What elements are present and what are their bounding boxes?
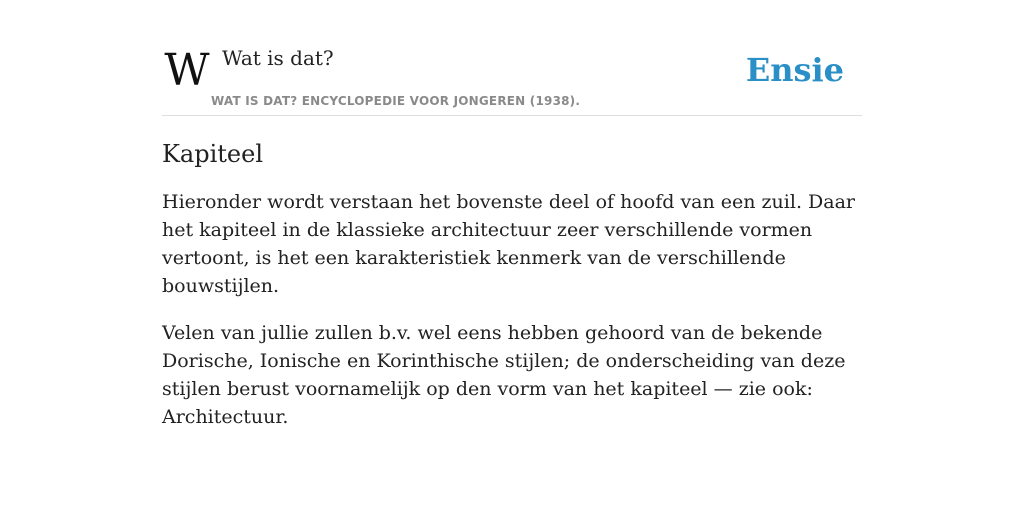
brand-logo-link[interactable]: Ensie [745, 51, 844, 89]
paragraph-text: Velen van jullie zullen b.v. wel eens hebben gehoord van de bekende Dorische, Ionische en Korinthische stijlen; de onderscheiding van deze stijlen berust voornamelijk op den vorm van het kapiteel — zie ook: [162, 322, 846, 400]
header [162, 40, 862, 116]
architectuur-link[interactable]: Architectuur [162, 406, 283, 428]
article-title: Kapiteel [162, 140, 264, 168]
source-label: WAT IS DAT? ENCYCLOPEDIE VOOR JONGEREN (1938). [211, 94, 581, 108]
article-paragraph-1: Hieronder wordt verstaan het bovenste deel of hoofd van een zuil. Daar het kapiteel in de klassieke architectuur zeer verschillende vormen vertoont, is het een karakteristiek kenmerk van de verschillende bouwstijlen. [162, 191, 855, 297]
wikipedia-w-icon[interactable] [164, 50, 210, 90]
svg-text:W: W [164, 50, 210, 90]
article-paragraph-2 [162, 319, 862, 431]
paragraph-end: . [282, 406, 289, 428]
site-title[interactable]: Wat is dat? [222, 46, 334, 70]
article [162, 138, 862, 450]
